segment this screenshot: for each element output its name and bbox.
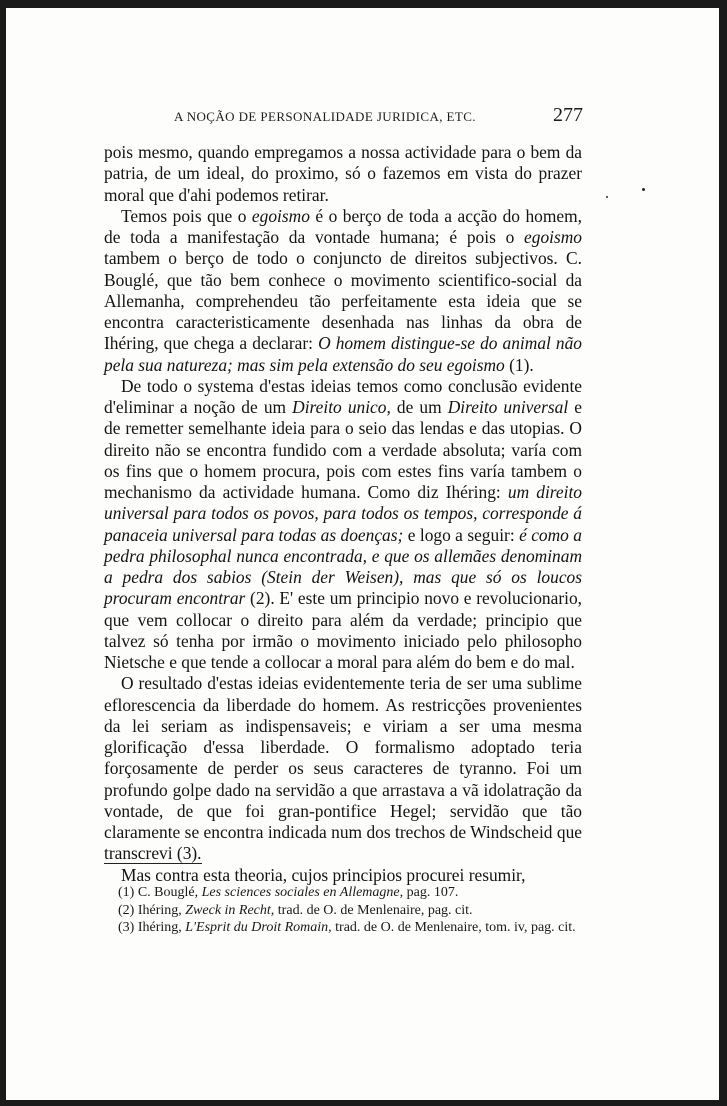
italic-quote: um direito universal para todos os povos, para todos os tempos, corresponde á panaceia universal para todas as doenças; <box>104 482 582 545</box>
italic-run: egoismo <box>524 227 582 247</box>
page-frame <box>6 8 719 1100</box>
ink-speck <box>606 196 608 198</box>
footnote-title: Zweck in Recht, <box>185 902 275 918</box>
footnote-1 <box>104 884 584 902</box>
footnote-text: (3) Ihéring, <box>118 920 186 935</box>
italic-run: egoismo <box>251 205 310 226</box>
text-run: (2). E' este um principio novo e revolucionario, que vem collocar o direito para além da verdade; principio que talvez só tenha por irmão o movimento iniciado pelo philosopho Nietsche e que tende a collocar a moral para além do bem e do mal. <box>104 588 582 672</box>
book-page <box>6 8 719 1100</box>
text-run: e logo a seguir: <box>403 524 520 545</box>
footnote-text: trad. de O. de Menlenaire, pag. cit. <box>274 902 473 918</box>
footnote-2 <box>104 902 584 920</box>
text-run: de um <box>390 397 448 417</box>
footnote-text: (2) Ihéring, <box>118 902 186 918</box>
text-run: tambem o berço de todo o conjuncto de direitos subjectivos. C. Bouglé, que tão bem conhece o movimento scientifico-social da Allemanha, comprehendeu tão perfeitamente esta ideia que se encontra caracteristicamente desenhada nas linhas da obra de Ihéring, que chega a declarar: <box>104 248 582 354</box>
footnote-title: Les sciences sociales en Allemagne, <box>201 885 404 900</box>
footnote-3 <box>104 919 584 937</box>
italic-quote: O homem distingue-se do animal não pela sua natureza; mas sim pela extensão do seu egoismo <box>104 333 582 375</box>
footnote-text: pag. 107. <box>403 885 459 900</box>
footnote-text: trad. de O. de Menlenaire, tom. iv, pag. cit. <box>331 920 576 935</box>
footnote-text: (1) C. Bouglé, <box>118 885 202 900</box>
paragraph-1: pois mesmo, quando empregamos a nossa actividade para o bem da patria, de um ideal, do proximo, só o fazemos em vista do prazer moral que d'ahi podemos retirar. <box>104 142 582 205</box>
running-title: A NOÇÃO DE PERSONALIDADE JURIDICA, ETC. <box>174 109 476 124</box>
paragraph-2 <box>104 206 582 376</box>
footnote-ref-1: (1). <box>504 354 534 375</box>
footnotes <box>104 884 584 937</box>
text-run: De todo o systema d'estas ideias temos como conclusão evidente d'eliminar a noção de um <box>104 375 582 417</box>
paragraph-4: O resultado d'estas ideias evidentemente teria de ser uma sublime eflorescencia da liberdade do homem. As restricções provenientes da lei seriam as indispensaveis; e viriam a ser uma mesma glorificação d'essa liberdade. O formalismo adoptado teria forçosamente de perder os seus caracteres de tyranno. Foi um profundo golpe dado na servidão a que arrastava a vã idolatração da vontade, de que foi gran-pontifice Hegel; servidão que tão claramente se encontra indicada num dos trechos de Windscheid que transcrevi (3). <box>104 673 582 864</box>
paragraph-5: Mas contra esta theoria, cujos principios procurei resumir, <box>121 864 526 885</box>
text-run: é o berço de toda a acção do homem, de toda a manifestação da vontade humana; é pois o <box>104 205 582 247</box>
paragraph-3 <box>104 376 582 674</box>
body-text <box>104 142 582 886</box>
footnote-title: L'Esprit du Droit Romain, <box>185 920 332 935</box>
italic-run: Direito unico, <box>292 397 391 417</box>
footnote-rule <box>104 863 202 864</box>
ink-speck <box>642 188 645 191</box>
text-run: Temos pois que o <box>121 205 252 226</box>
italic-run: Direito universal <box>447 397 569 417</box>
page-number: 277 <box>553 104 583 126</box>
italic-quote: é como a pedra philosophal nunca encontrada, e que os allemães denominam a pedra dos sabios (Stein der Weisen), mas que só os loucos procuram encontrar <box>104 524 582 609</box>
running-header <box>104 104 583 126</box>
text-run: e de remetter semelhante ideia para o seio das lendas e das utopias. O direito não se encontra fundido com a verdade absoluta; varía com os fins que o homem procura, pois com estes fins varía tambem o mechanismo da actividade humana. Como diz Ihéring: <box>104 397 582 502</box>
